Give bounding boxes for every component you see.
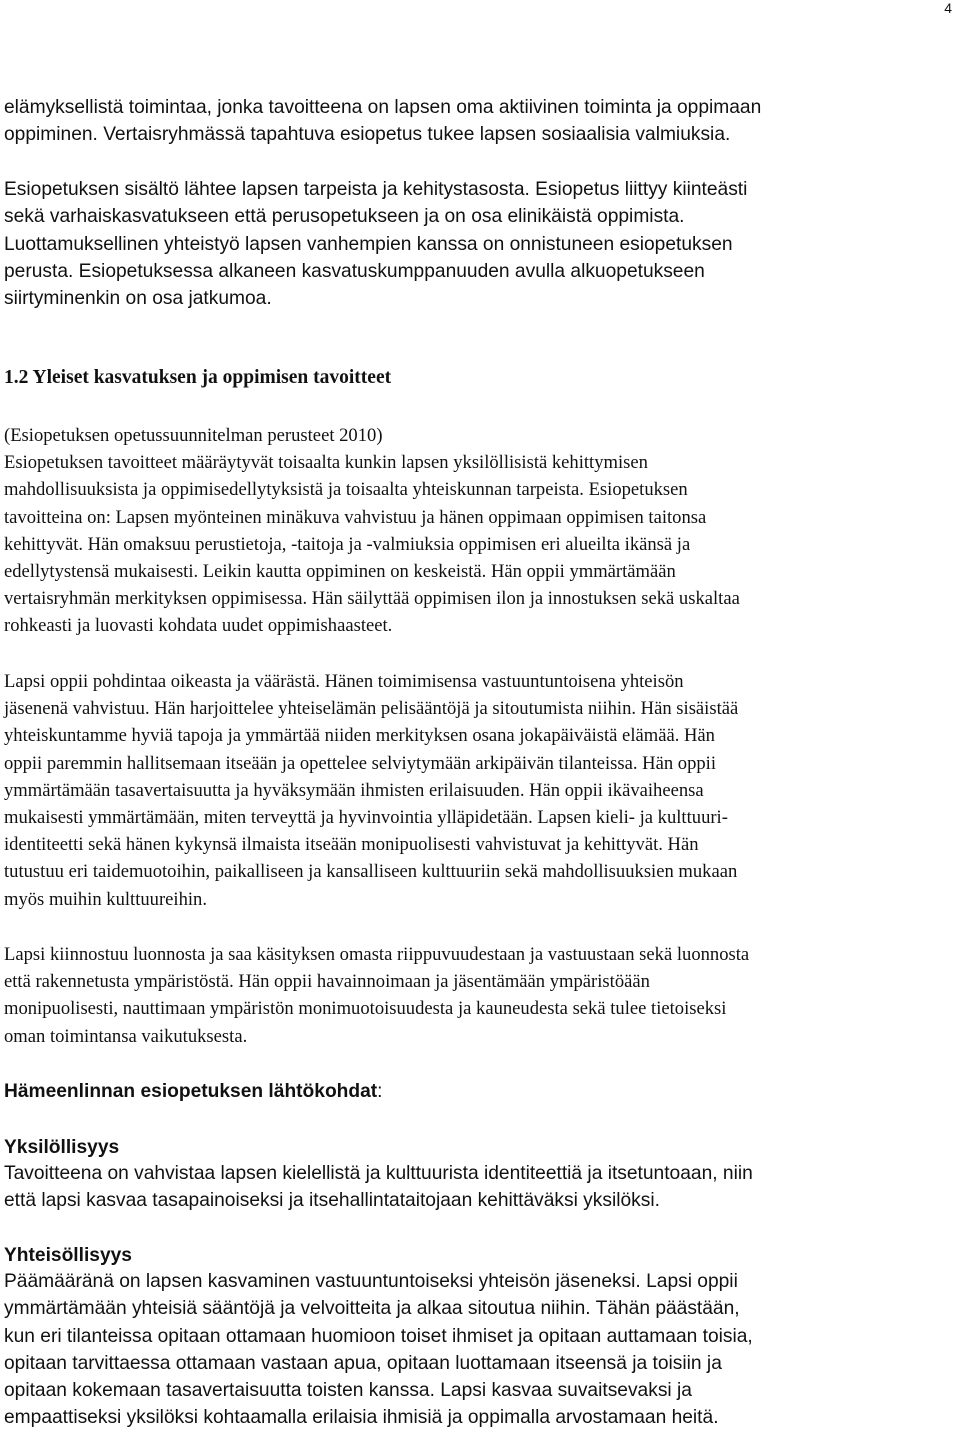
text-line: vertaisryhmän merkityksen oppimisessa. Hän säilyttää oppimisen ilon ja innostuksen sekä uskaltaa xyxy=(4,588,740,610)
text-line: Tavoitteena on vahvistaa lapsen kielellistä ja kulttuurista identiteettiä ja itsetuntoaan, niin xyxy=(4,1163,753,1184)
section-1-2-paragraph-3 xyxy=(4,941,954,1050)
text-line: Luottamuksellinen yhteistyö lapsen vanhempien kanssa on onnistuneen esiopetuksen xyxy=(4,233,733,255)
section-1-2-paragraph-1 xyxy=(4,422,954,640)
text-line: empaattiseksi yksilöksi kohtaamalla erilaisia ihmisiä ja oppimalla arvostamaan heitä. xyxy=(4,1407,719,1429)
text-line: Lapsi oppii pohdintaa oikeasta ja väärästä. Hänen toimimisensa vastuuntuntoisena yhteisön xyxy=(4,671,684,692)
yhteisollisyys-paragraph xyxy=(4,1268,954,1432)
text-line: sekä varhaiskasvatukseen että perusopetukseen ja on osa elinikäistä oppimista. xyxy=(4,206,685,228)
text-line: mukaisesti ymmärtämään, miten terveyttä ja hyvinvointia ylläpidetään. Lapsen kieli- ja kulttuuri- xyxy=(4,807,728,829)
section-heading-1-2: 1.2 Yleiset kasvatuksen ja oppimisen tavoitteet xyxy=(4,367,392,388)
text-line: (Esiopetuksen opetussuunnitelman perusteet 2010) xyxy=(4,425,383,446)
text-line: elämyksellistä toimintaa, jonka tavoitteena on lapsen oma aktiivinen toiminta ja oppimaan xyxy=(4,97,762,118)
text-line: Lapsi kiinnostuu luonnosta ja saa käsityksen omasta riippuvuudestaan ja vastuustaan sekä luonnosta xyxy=(4,944,750,965)
text-line: että rakennetusta ympäristöstä. Hän oppii havainnoimaan ja jäsentämään ympäristöään xyxy=(4,971,650,993)
intro-paragraph-2 xyxy=(4,176,954,312)
text-line: oman toimintansa vaikutuksesta. xyxy=(4,1025,248,1047)
text-line: monipuolisesti, nauttimaan ympäristön monimuotoisuudesta ja kauneudesta sekä tulee tietoiseksi xyxy=(4,998,727,1020)
hameenlinna-heading-colon: : xyxy=(377,1081,383,1102)
text-line: ymmärtämään yhteisiä sääntöjä ja velvoitteita ja alkaa sitoutua niihin. Tähän päästään, xyxy=(4,1298,740,1320)
page-number: 4 xyxy=(944,0,952,16)
text-line: identiteetti sekä hänen kykynsä ilmaista itseään monipuolisesti vahvistuvat ja kehittyvät. Hän xyxy=(4,834,699,856)
text-line: ymmärtämään tasavertaisuutta ja hyväksymään ihmisten erilaisuuden. Hän oppii ikävaiheensa xyxy=(4,779,704,801)
hameenlinna-heading xyxy=(4,1078,954,1105)
text-line: tavoitteina on: Lapsen myönteinen minäkuva vahvistuu ja hänen oppimaan oppimisen taitonsa xyxy=(4,506,707,528)
text-line: perusta. Esiopetuksessa alkaneen kasvatuskumppanuuden avulla alkuopetukseen xyxy=(4,260,705,282)
yksilollisyys-title: Yksilöllisyys xyxy=(4,1137,120,1158)
yksilollisyys-paragraph xyxy=(4,1160,954,1215)
text-line: siirtyminenkin on osa jatkumoa. xyxy=(4,288,272,310)
text-line: myös muihin kulttuureihin. xyxy=(4,888,207,910)
text-line: mahdollisuuksista ja oppimisedellytyksistä ja toisaalta yhteiskunnan tarpeista. Esiopetuksen xyxy=(4,479,688,501)
text-line: jäsenenä vahvistuu. Hän harjoittelee yhteiselämän pelisääntöjä ja sitoutumista niihin. Hän sisäistää xyxy=(4,698,739,720)
text-line: oppii paremmin hallitsemaan itseään ja opettelee selviytymään arkipäivän tilanteissa. Hän oppii xyxy=(4,752,717,774)
text-line: opitaan kokemaan tasavertaisuutta toisten kanssa. Lapsi kasvaa suvaitsevaksi ja xyxy=(4,1380,692,1402)
text-line: yhteiskuntamme hyviä tapoja ja ymmärtää niiden merkityksen osana jokapäiväistä elämää. Hän xyxy=(4,725,715,747)
hameenlinna-heading-text: Hämeenlinnan esiopetuksen lähtökohdat xyxy=(4,1081,378,1102)
text-line: opitaan tarvittaessa ottamaan vastaan apua, opitaan luottamaan itseensä ja toisiin ja xyxy=(4,1352,722,1374)
text-line: Esiopetuksen tavoitteet määräytyvät toisaalta kunkin lapsen yksilöllisistä kehittymisen xyxy=(4,452,648,474)
section-1-2-paragraph-2 xyxy=(4,668,954,913)
text-line: edellytystensä mukaisesti. Leikin kautta oppiminen on keskeistä. Hän oppii ymmärtämään xyxy=(4,561,676,583)
text-line: Päämääränä on lapsen kasvaminen vastuuntuntoiseksi yhteisön jäseneksi. Lapsi oppii xyxy=(4,1271,738,1292)
text-line: tutustuu eri taidemuotoihin, paikalliseen ja kansalliseen kulttuuriin sekä mahdollisuuksien mukaan xyxy=(4,861,738,883)
text-line: oppiminen. Vertaisryhmässä tapahtuva esiopetus tukee lapsen sosiaalisia valmiuksia. xyxy=(4,124,731,146)
text-line: että lapsi kasvaa tasapainoiseksi ja itsehallintataitojaan kehittäväksi yksilöksi. xyxy=(4,1190,660,1212)
intro-paragraph-1 xyxy=(4,94,954,149)
text-line: Esiopetuksen sisältö lähtee lapsen tarpeista ja kehitystasosta. Esiopetus liittyy kiinteästi xyxy=(4,179,748,200)
text-line: rohkeasti ja luovasti kohdata uudet oppimishaasteet. xyxy=(4,615,393,637)
text-line: kehittyvät. Hän omaksuu perustietoja, -taitoja ja -valmiuksia oppimisen eri alueilta ikänsä ja xyxy=(4,533,691,555)
yhteisollisyys-title: Yhteisöllisyys xyxy=(4,1245,132,1266)
text-line: kun eri tilanteissa opitaan ottamaan huomioon toiset ihmiset ja opitaan auttamaan toisia, xyxy=(4,1325,753,1347)
